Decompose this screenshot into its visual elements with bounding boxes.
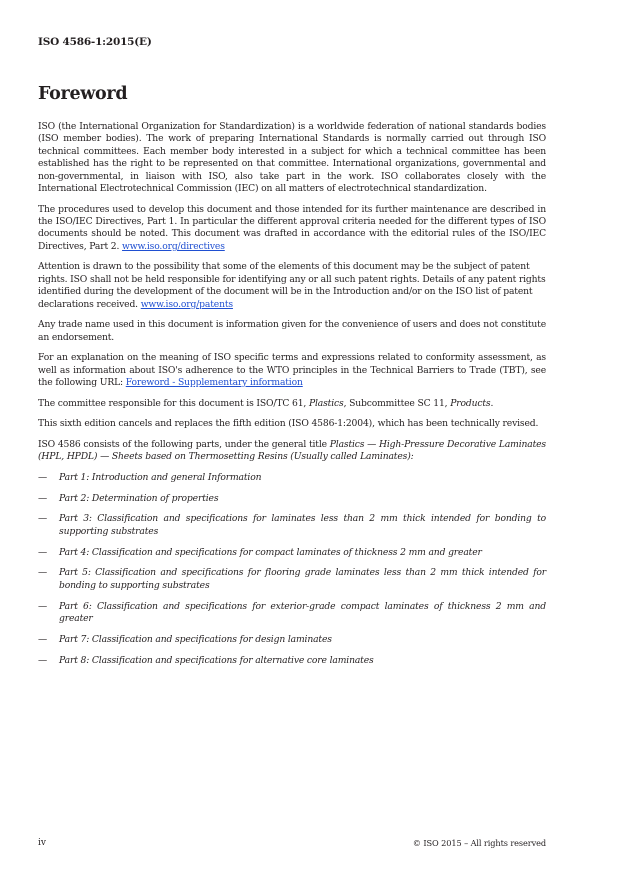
paragraph-edition: This sixth edition cancels and replaces the fifth edition (ISO 4586-1:2004), which has been technically revised. [38,418,539,430]
paragraph-trade-name: Any trade name used in this document is information given for the convenience of users and does not constitute an endorsement. [38,319,546,343]
parts-list [38,472,546,667]
directives-link[interactable]: www.iso.org/directives [122,240,225,252]
paragraph-patents-text: Attention is drawn to the possibility that some of the elements of this document may be the subject of patent rights. ISO shall not be held responsible for identifying any or all such patent rights. Details of any patent rights identified during the development of the document will be in the Introduction and/or on the ISO list of patent declarations received. [38,261,546,310]
committee-text-post: . [490,397,494,409]
paragraph-conformity [38,352,546,389]
part-text: Part 4: Classification and specifications for compact laminates of thickness 2 mm and greater [59,546,482,558]
paragraph-conformity-text: For an explanation on the meaning of ISO specific terms and expressions related to conformity assessment, as well as information about ISO's adherence to the WTO principles in the Technical Barriers to Trade (TBT), see the following URL: [38,352,546,389]
part-text: Part 7: Classification and specifications for design laminates [59,633,332,645]
foreword-body [38,121,546,675]
paragraph-parts-intro [38,439,546,464]
footer-copyright: © ISO 2015 – All rights reserved [412,838,546,848]
list-item-part-2 [38,493,546,505]
footer-page-number: iv [38,838,46,848]
dash-bullet: — [38,567,48,579]
dash-bullet: — [38,492,48,504]
dash-bullet: — [38,546,48,558]
dash-bullet: — [38,513,48,525]
committee-text-mid: , Subcommittee SC 11, [343,397,451,409]
committee-text-pre: The committee responsible for this document is ISO/TC 61, [38,397,309,409]
part-text: Part 5: Classification and specifications for flooring grade laminates less than 2 mm thick intended for bonding to supporting substrates [59,567,546,591]
committee-plastics: Plastics [308,397,344,409]
list-item-part-3 [38,513,546,538]
committee-products: Products [450,397,491,409]
patents-link[interactable]: www.iso.org/patents [140,298,233,310]
parts-intro-text: ISO 4586 consists of the following parts, under the general title [38,438,330,450]
part-text: Part 8: Classification and specifications for alternative core laminates [59,654,374,666]
list-item-part-5 [38,567,546,592]
part-text: Part 6: Classification and specifications for exterior-grade compact laminates of thickness 2 mm and greater [59,600,546,625]
part-text: Part 1: Introduction and general Information [59,471,262,483]
dash-bullet: — [38,600,48,612]
list-item-part-4 [38,547,546,559]
supplementary-information-link[interactable]: Foreword - Supplementary information [125,377,303,389]
list-item-part-7 [38,634,546,646]
dash-bullet: — [38,654,48,666]
paragraph-patents [38,261,546,311]
document-id-header: ISO 4586-1:2015(E) [38,36,152,48]
paragraph-committee [38,398,546,410]
part-text: Part 3: Classification and specifications for laminates less than 2 mm thick intended for bonding to supporting substrates [59,513,546,537]
section-title: Foreword [38,84,128,104]
list-item-part-8 [38,655,546,667]
paragraph-procedures [38,204,546,254]
paragraph-procedures-text: The procedures used to develop this document and those intended for its further maintenance are described in the ISO/IEC Directives, Part 1. In particular the different approval criteria needed for the different types of ISO documents should be noted. This document was drafted in accordance with the editorial rules of the ISO/IEC Directives, Part 2. [38,203,546,252]
list-item-part-1 [38,472,546,484]
dash-bullet: — [38,633,48,645]
part-text: Part 2: Determination of properties [59,492,219,504]
list-item-part-6 [38,601,546,626]
paragraph-iso-intro: ISO (the International Organization for Standardization) is a worldwide federation of national standards bodies (ISO member bodies). The work of preparing International Standards is normally carried out through ISO technical committees. Each member body interested in a subject for which a technical committee has been established has the right to be represented on that committee. International organizations, governmental and non-governmental, in liaison with ISO, also take part in the work. ISO collaborates closely with the International Electrotechnical Commission (IEC) on all matters of electrotechnical standardization. [38,121,546,195]
dash-bullet: — [38,471,48,483]
parts-general-title: Plastics — High-Pressure Decorative Laminates (HPL, HPDL) — Sheets based on Thermosetting Resins (Usually called Laminates): [38,438,546,463]
